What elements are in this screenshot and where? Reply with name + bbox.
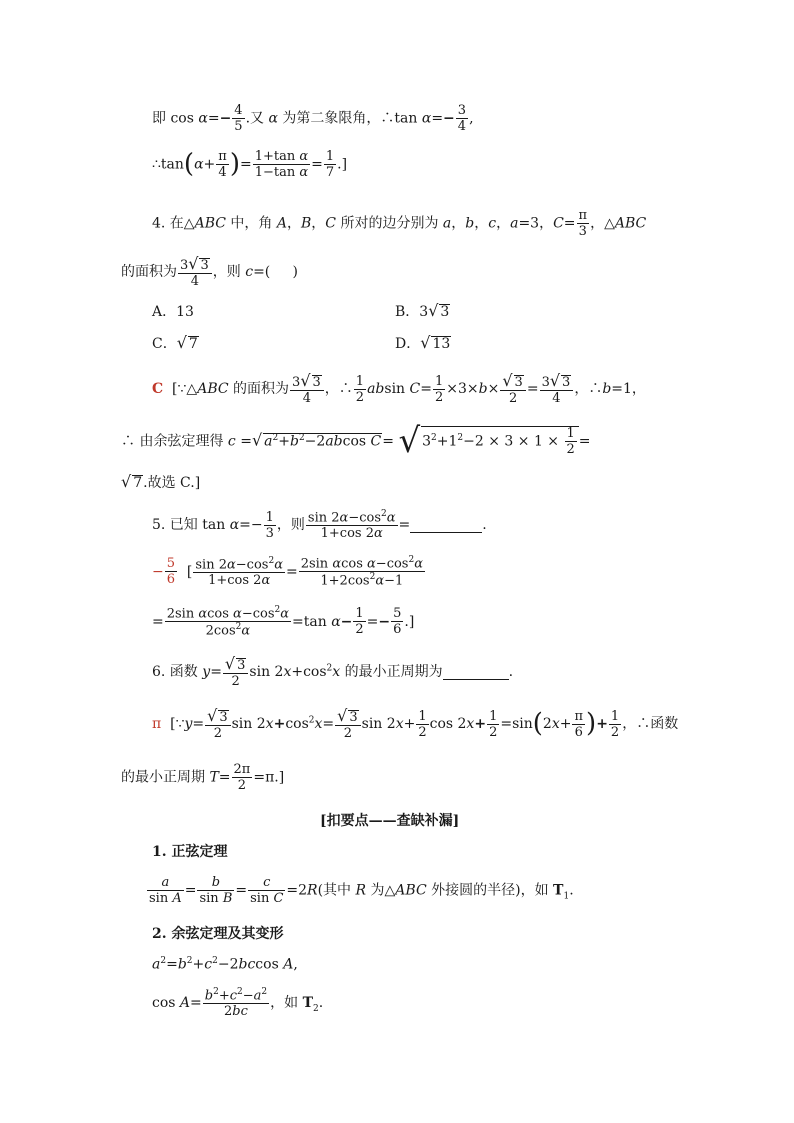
option-a: A．13	[152, 304, 194, 320]
question-6: 6. 函数 y= $\frac{√ 3}{2}$ $\sin 2x+\cos^2x$ 的最小正周期为 .	[152, 654, 514, 689]
text-line: ∴tan(α+ $\frac{\pi}{4}$ )= $\frac{\text{1+tan α}}{\text{1−tan α}}$ = $\frac{1}{7}$ .]	[152, 149, 348, 180]
option-c: C．√ 7	[152, 333, 198, 352]
question-4-cont: 的面积为 $\frac{3√ 3}{4}$ ，则 c=( )	[121, 254, 298, 289]
point-2-formula-a: $a^2=b^2+c^2-2bccos$ A,	[152, 956, 298, 973]
point-1-title: 1. 正弦定理	[152, 844, 228, 860]
point-2-formula-b: cos A= $\frac{b^2+c^2-a^2}{2bc}$ ，如 $T_2$.	[152, 987, 324, 1020]
answer-6: π [∵y= $\frac{√ 3}{2}$ $\sin 2x+\cos^2x=$ $\frac{√ 3}{2}$ sin 2x+ $\frac{1}{2}$ cos 2x+ $\frac{1}{2}$ =sin(2x+ $\frac{\pi}{6}$ )+ $\frac{1}{2}$ ，∴函数	[152, 706, 679, 741]
point-2-title: 2. 余弦定理及其变形	[152, 926, 284, 942]
option-d: D．√ 13	[395, 333, 451, 352]
point-1-formula: $\frac{a}{\text{sin A}}$ = $\frac{b}{\text{sin B}}$ = $\frac{c}{\text{sin C}}$ =2R(其中 R 为△ABC 外接圆的半径)，如 $T_1$.	[149, 875, 574, 906]
answer-5: − $\frac{5}{6}$ [ $\frac{\sin 2\alpha-\cos^2\alpha}{1+\cos 2\alpha}$ = $\frac{2\sin \alpha\cos \alpha-\cos^2\alpha}{1+2\cos^2\alpha-1}$	[152, 555, 423, 589]
answer-4-end: √ 7.故选 C.]	[121, 472, 201, 491]
answer-4-cont: ∴ 由余弦定理得 c =√ $a^2+b^2-2abcos$ C= √ $3^2+1^2-2 \times 3 \times 1$ × $\frac{1}{2}$ =	[121, 420, 591, 461]
question-5: 5. 已知 tan α=− $\frac{1}{3}$ ，则 $\frac{\sin 2\alpha-\cos^2\alpha}{1+\cos 2\alpha}$ = .	[152, 509, 487, 542]
answer-5-cont: = $\frac{2\sin \alpha\cos \alpha-\cos^2\alpha}{2\cos^2\alpha}$ =tan α− $\frac{1}{2}$ =− $\frac{5}{6}$ .]	[152, 605, 415, 639]
section-heading: [扣要点——查缺补漏]	[320, 813, 460, 829]
answer-4: C [∵△ABC 的面积为 $\frac{3√ 3}{4}$ ，∴ $\frac{1}{2}$ absin C= $\frac{1}{2}$ ×3×b× $\frac{√ 3}{2}$ = $\frac{3√ 3}{4}$ ，∴b=1，	[152, 371, 646, 406]
text-line: 即 cos α=− $\frac{4}{5}$ .又 α 为第二象限角，∴tan α=− $\frac{3}{4}$ ,	[152, 103, 474, 134]
option-b: B．3√ 3	[395, 301, 450, 320]
question-4: 4. 在△ABC 中，角 A，B，C 所对的边分别为 a，b，c，a=3，C= $\frac{\pi}{3}$ ，△ABC	[152, 208, 647, 239]
answer-6-cont: 的最小正周期 T= $\frac{2\pi}{2}$ =π.]	[121, 762, 285, 793]
